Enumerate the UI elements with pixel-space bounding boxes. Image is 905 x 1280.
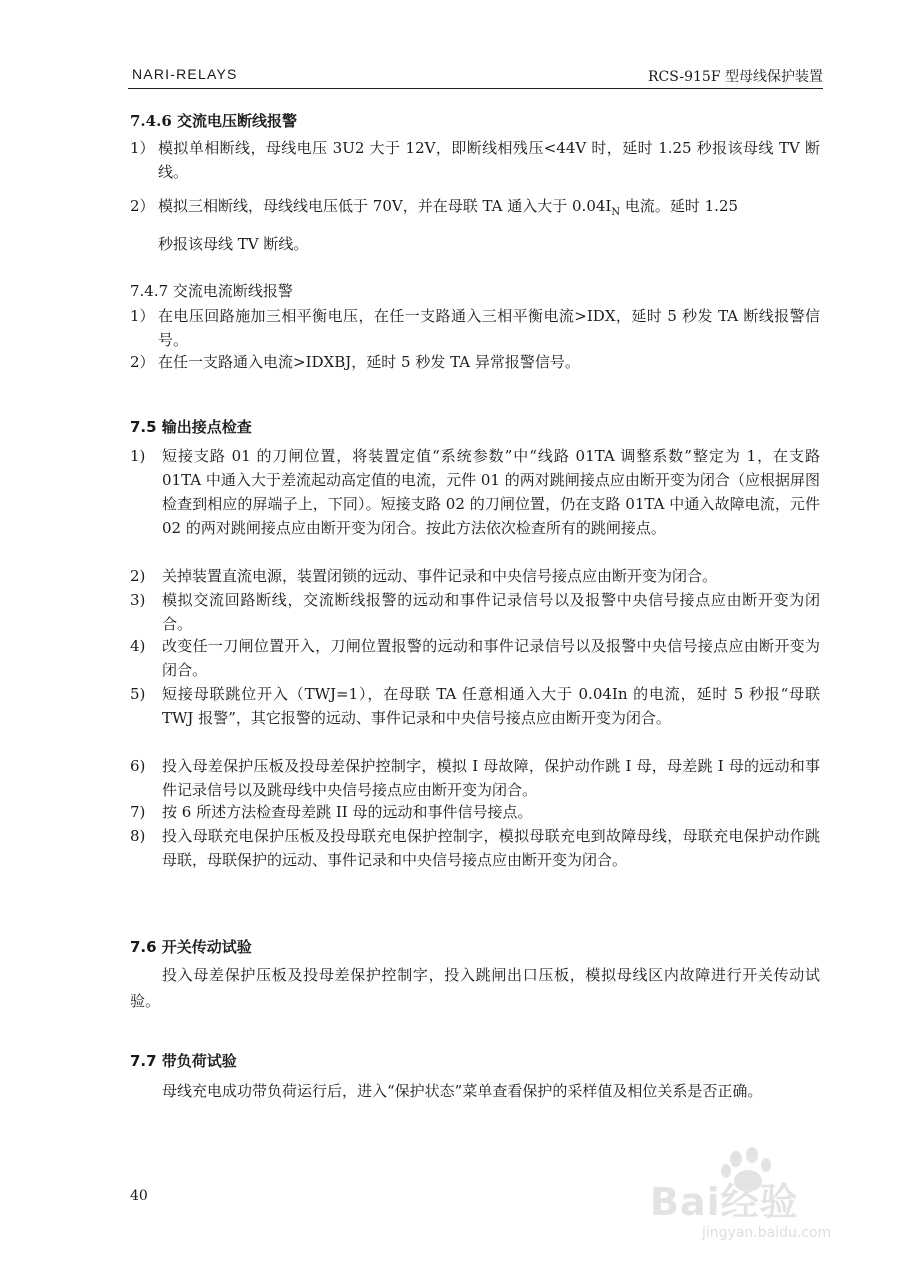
item-text: 按 6 所述方法检查母差跳 II 母的远动和事件信号接点。: [162, 803, 533, 821]
item-number: 6): [130, 757, 146, 775]
item-number: 1): [130, 447, 146, 465]
item-text: 模拟单相断线，母线电压 3U2 大于 12V，即断线相残压<44V 时，延时 1.25 秒报该母线 TV 断线。: [158, 139, 820, 181]
item-text: [158, 194, 820, 225]
header-rule: [128, 88, 823, 89]
item-number: 1）: [130, 139, 155, 157]
section-77-title: 7.7 带负荷试验: [130, 1052, 237, 1070]
section-747-title: 7.4.7 交流电流断线报警: [130, 282, 293, 300]
list-item: [130, 588, 820, 636]
list-item-continuation: [130, 232, 820, 256]
item-text: 模拟交流回路断线，交流断线报警的远动和事件记录信号以及报警中央信号接点应由断开变为闭合。: [162, 591, 820, 633]
item-text: 短接母联跳位开入（TWJ=1），在母联 TA 任意相通入大于 0.04In 的电流，延时 5 秒报“母联 TWJ 报警”，其它报警的远动、事件记录和中央信号接点应由断开变为闭合。: [162, 685, 820, 727]
item-number: 8): [130, 827, 146, 845]
list-item: [130, 136, 820, 184]
watermark: [640, 1145, 890, 1255]
item-number: 2): [130, 567, 146, 585]
item-number: 3): [130, 591, 146, 609]
header-company: NARI-RELAYS: [132, 66, 238, 82]
list-item: [130, 682, 820, 730]
list-item: [130, 564, 820, 588]
list-item: [130, 800, 820, 824]
list-item: [130, 444, 820, 540]
section-77-text: 母线充电成功带负荷运行后，进入“保护状态”菜单查看保护的采样值及相位关系是否正确。: [162, 1082, 763, 1100]
section-76-title: 7.6 开关传动试验: [130, 938, 252, 956]
section-75-title: 7.5 输出接点检查: [130, 418, 252, 436]
item-text: 在任一支路通入电流>IDXBJ，延时 5 秒发 TA 异常报警信号。: [158, 353, 580, 371]
item-number: 4): [130, 637, 146, 655]
item-text-part: 模拟三相断线，母线线电压低于 70V，并在母联 TA 通入大于 0.04I: [158, 197, 612, 215]
item-text: 投入母联充电保护压板及投母联充电保护控制字，模拟母联充电到故障母线，母联充电保护动作跳母联，母联保护的远动、事件记录和中央信号接点应由断开变为闭合。: [162, 827, 820, 869]
item-number: 7): [130, 803, 146, 821]
watermark-url: jingyan.baidu.com: [702, 1225, 832, 1241]
item-text: 关掉装置直流电源，装置闭锁的远动、事件记录和中央信号接点应由断开变为闭合。: [162, 567, 718, 585]
item-text: 改变任一刀闸位置开入，刀闸位置报警的远动和事件记录信号以及报警中央信号接点应由断开变为闭合。: [162, 637, 820, 679]
item-number: 2）: [130, 353, 155, 371]
section-746-title: 7.4.6 交流电压断线报警: [130, 112, 297, 130]
list-item: [130, 754, 820, 802]
item-text: 投入母差保护压板及投母差保护控制字，模拟 I 母故障，保护动作跳 I 母，母差跳 I 母的远动和事件记录信号以及跳母线中央信号接点应由断开变为闭合。: [162, 757, 820, 799]
section-76-text: 投入母差保护压板及投母差保护控制字，投入跳闸出口压板，模拟母线区内故障进行开关传动试验。: [130, 966, 820, 1010]
watermark-text: Bai经验: [650, 1180, 799, 1224]
subscript: N: [611, 207, 621, 218]
list-item: [130, 350, 820, 374]
list-item: [130, 824, 820, 872]
list-item: [130, 304, 820, 352]
header-doc-title: RCS-915F 型母线保护装置: [648, 69, 823, 85]
item-text: 秒报该母线 TV 断线。: [158, 235, 309, 253]
item-text: 短接支路 01 的刀闸位置，将装置定值“系统参数”中“线路 01TA 调整系数”整定为 1，在支路 01TA 中通入大于差流起动高定值的电流，元件 01 的两对跳闸接点应由断开变为闭合（应根据屏图检查到相应的屏端子上，下同）。短接支路 02 的刀闸位置，仍在支路 01TA 中通入故障电流，元件 02 的两对跳闸接点应由断开变为闭合。按此方法依次检查所有的跳闸接点。: [162, 447, 820, 537]
list-item: [130, 194, 820, 225]
item-number: 1）: [130, 307, 155, 325]
item-number: 5): [130, 685, 146, 703]
page-number: 40: [130, 1188, 148, 1204]
item-number: 2）: [130, 197, 155, 215]
item-text: 在电压回路施加三相平衡电压，在任一支路通入三相平衡电流>IDX，延时 5 秒发 TA 断线报警信号。: [158, 307, 820, 349]
list-item: [130, 634, 820, 682]
item-text-part: 电流。延时 1.25: [620, 197, 739, 215]
